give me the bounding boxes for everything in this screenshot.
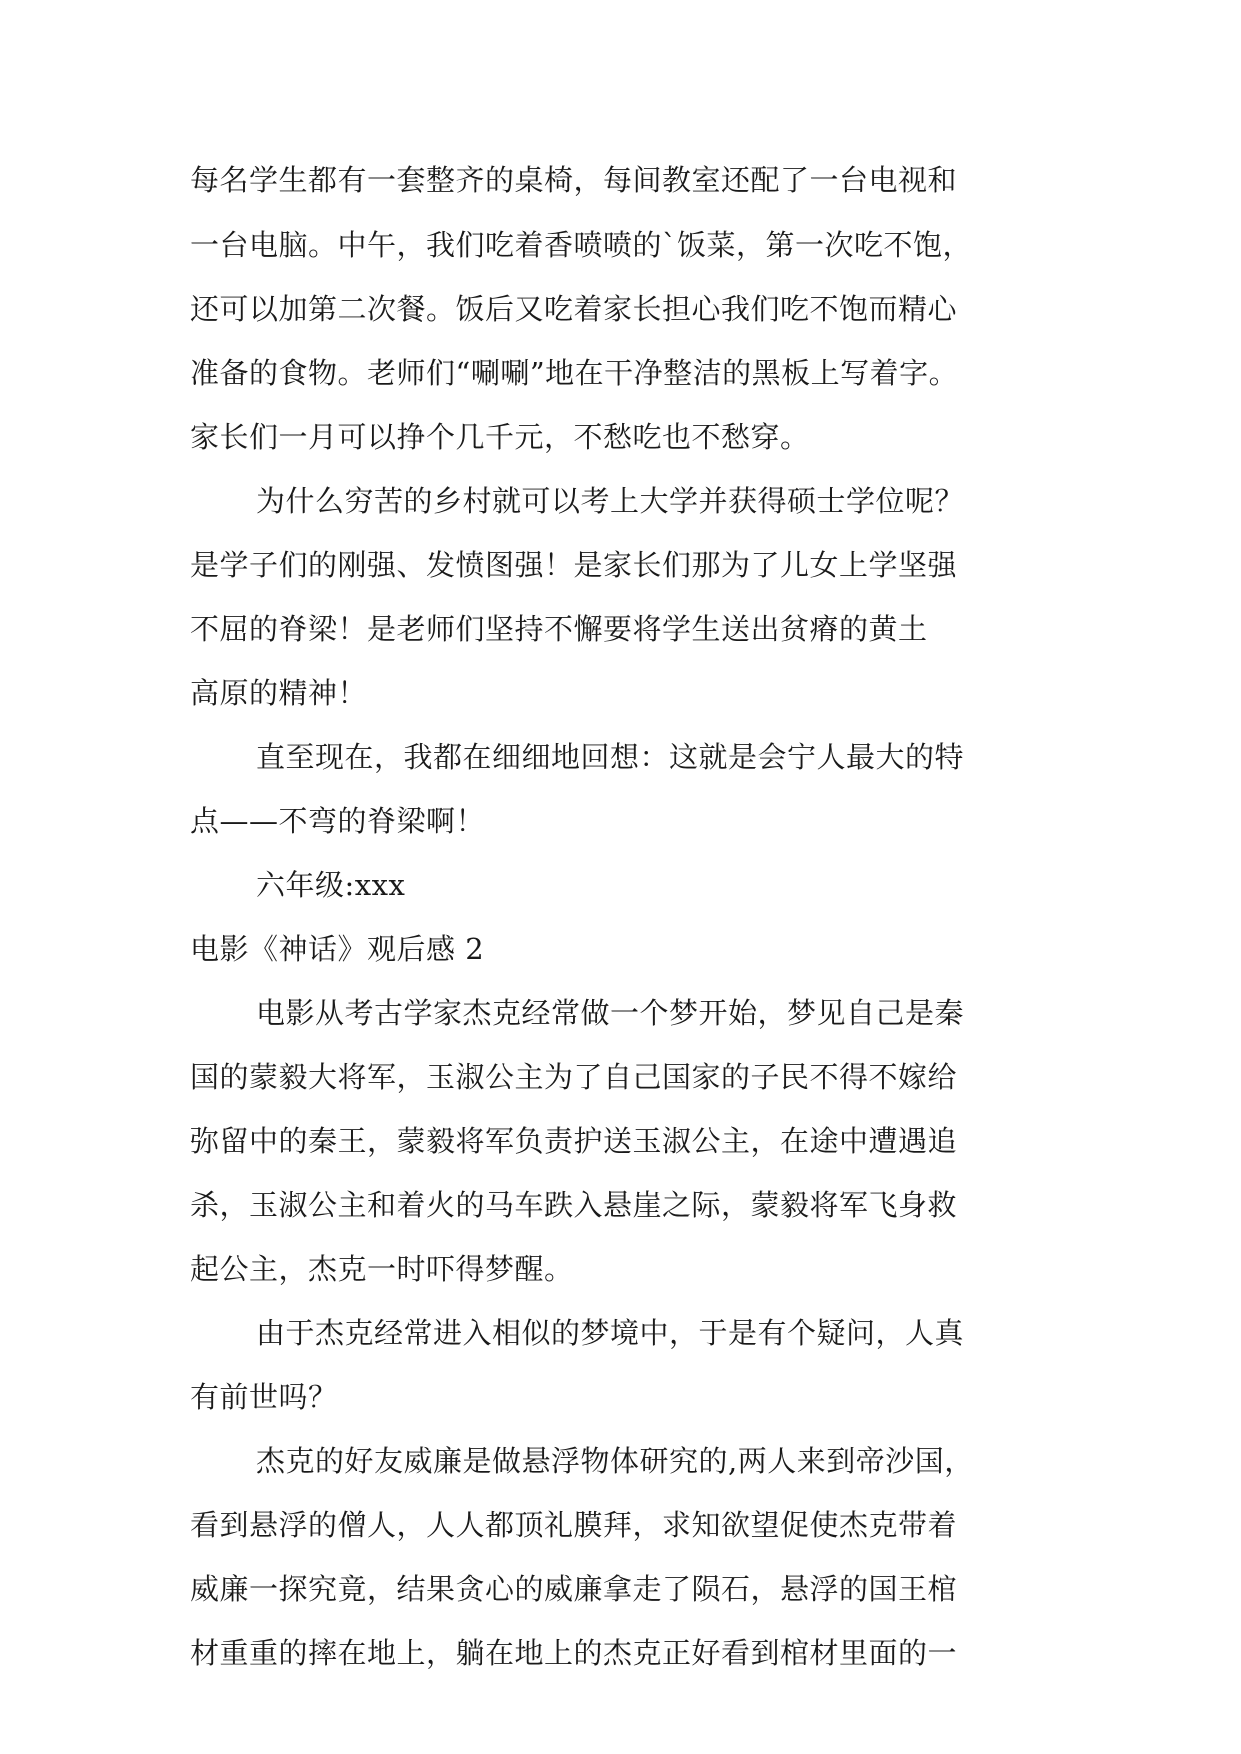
text-line: 是学子们的刚强、发愤图强！是家长们那为了儿女上学坚强 bbox=[190, 548, 958, 582]
paragraph-first-line: 直至现在，我都在细细地回想：这就是会宁人最大的特 bbox=[256, 740, 965, 774]
text-line: 高原的精神！ bbox=[190, 676, 368, 710]
text-line: 看到悬浮的僧人，人人都顶礼膜拜，求知欲望促使杰克带着 bbox=[190, 1508, 958, 1542]
paragraph-first-line: 为什么穷苦的乡村就可以考上大学并获得硕士学位呢？ bbox=[256, 484, 965, 518]
text-line: 起公主，杰克一时吓得梦醒。 bbox=[190, 1252, 574, 1286]
paragraph-first-line: 杰克的好友威廉是做悬浮物体研究的,两人来到帝沙国， bbox=[256, 1444, 974, 1478]
text-line: 威廉一探究竟，结果贪心的威廉拿走了陨石，悬浮的国王棺 bbox=[190, 1572, 958, 1606]
text-line: 还可以加第二次餐。饭后又吃着家长担心我们吃不饱而精心 bbox=[190, 292, 958, 326]
text-line: 材重重的摔在地上，躺在地上的杰克正好看到棺材里面的一 bbox=[190, 1636, 958, 1670]
paragraph-first-line: 由于杰克经常进入相似的梦境中，于是有个疑问，人真 bbox=[256, 1316, 965, 1350]
text-line: 准备的食物。老师们“唰唰”地在干净整洁的黑板上写着字。 bbox=[190, 356, 959, 390]
text-line: 弥留中的秦王，蒙毅将军负责护送玉淑公主，在途中遭遇追 bbox=[190, 1124, 958, 1158]
text-line: 一台电脑。中午，我们吃着香喷喷的`饭菜，第一次吃不饱， bbox=[190, 228, 973, 262]
paragraph-first-line: 电影从考古学家杰克经常做一个梦开始，梦见自己是秦 bbox=[256, 996, 965, 1030]
text-line: 有前世吗？ bbox=[190, 1380, 338, 1414]
text-line: 杀，玉淑公主和着火的马车跌入悬崖之际，蒙毅将军飞身救 bbox=[190, 1188, 958, 1222]
author-line: 六年级:xxx bbox=[256, 868, 406, 902]
text-line: 国的蒙毅大将军，玉淑公主为了自己国家的子民不得不嫁给 bbox=[190, 1060, 958, 1094]
text-line: 不屈的脊梁！是老师们坚持不懈要将学生送出贫瘠的黄土 bbox=[190, 612, 928, 646]
text-line: 家长们一月可以挣个几千元，不愁吃也不愁穿。 bbox=[190, 420, 810, 454]
text-line: 每名学生都有一套整齐的桌椅，每间教室还配了一台电视和 bbox=[190, 163, 958, 197]
essay-heading: 电影《神话》观后感 2 bbox=[190, 932, 485, 966]
text-line: 点——不弯的脊梁啊！ bbox=[190, 804, 486, 838]
